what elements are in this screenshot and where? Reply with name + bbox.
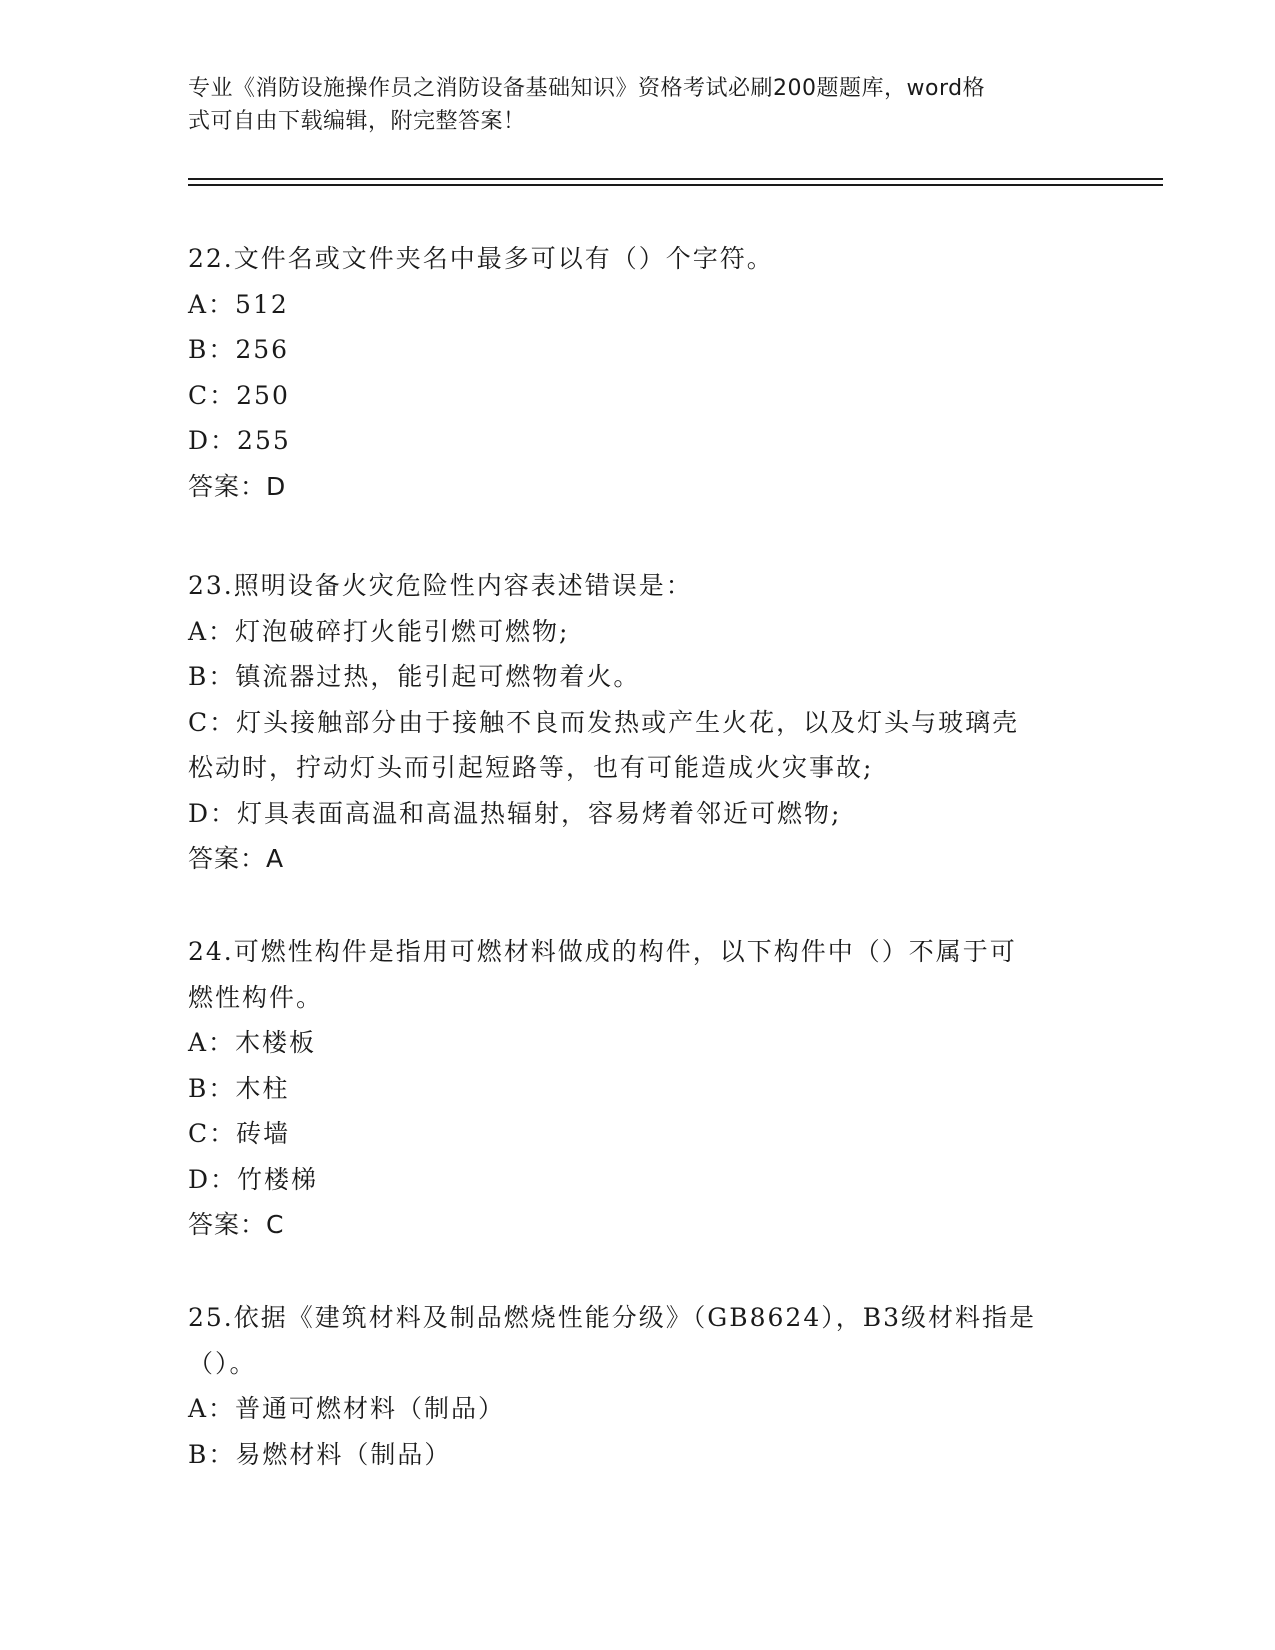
header-divider-bottom xyxy=(188,184,1163,186)
question-stem: 24.可燃性构件是指用可燃材料做成的构件，以下构件中（）不属于可 xyxy=(188,937,1017,966)
question-stem: 22.文件名或文件夹名中最多可以有（）个字符。 xyxy=(188,244,774,273)
question-23 xyxy=(188,563,1088,882)
answer: 答案：A xyxy=(188,844,285,873)
option-b: B：256 xyxy=(188,335,290,364)
option-d: D：竹楼梯 xyxy=(188,1164,319,1194)
document-header xyxy=(188,72,1068,138)
header-line-1: 专业《消防设施操作员之消防设备基础知识》资格考试必刷200题题库，word格 xyxy=(188,76,986,101)
question-stem-continued: （）。 xyxy=(188,1348,257,1378)
question-25 xyxy=(188,1295,1088,1477)
option-a: A：普通可燃材料（制品） xyxy=(188,1394,506,1423)
option-d: D：255 xyxy=(188,426,291,455)
question-22 xyxy=(188,236,1088,509)
option-c: C：砖墙 xyxy=(188,1119,291,1148)
option-a: A：木楼板 xyxy=(188,1028,317,1057)
question-stem: 23.照明设备火灾危险性内容表述错误是： xyxy=(188,571,693,600)
option-c: C：灯头接触部分由于接触不良而发热或产生火花，以及灯头与玻璃壳 xyxy=(188,707,1020,737)
answer: 答案：D xyxy=(188,471,287,501)
option-c: C：250 xyxy=(188,380,290,410)
option-d: D：灯具表面高温和高温热辐射，容易烤着邻近可燃物; xyxy=(188,798,842,828)
option-b: B：木柱 xyxy=(188,1073,290,1103)
header-line-2: 式可自由下载编辑，附完整答案！ xyxy=(188,109,526,134)
question-stem: 25.依据《建筑材料及制品燃烧性能分级》（GB8624），B3级材料指是 xyxy=(188,1303,1037,1332)
option-b: B：易燃材料（制品） xyxy=(188,1439,452,1469)
option-c-continued: 松动时，拧动灯头而引起短路等，也有可能造成火灾事故; xyxy=(188,753,874,782)
answer: 答案：C xyxy=(188,1210,285,1239)
option-a: A：512 xyxy=(188,289,289,319)
question-24 xyxy=(188,929,1088,1248)
option-b: B：镇流器过热，能引起可燃物着火。 xyxy=(188,662,641,691)
question-stem-continued: 燃性构件。 xyxy=(188,982,324,1012)
option-a: A：灯泡破碎打火能引燃可燃物; xyxy=(188,616,570,646)
header-divider-top xyxy=(188,178,1163,180)
